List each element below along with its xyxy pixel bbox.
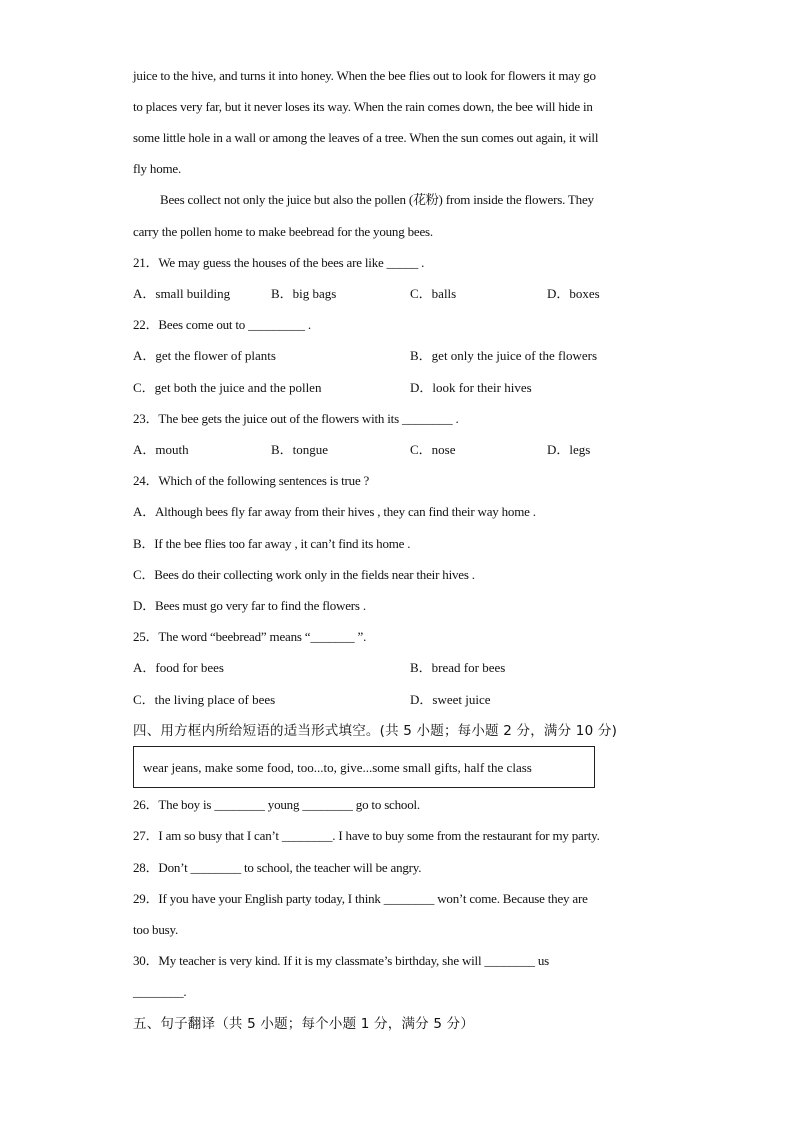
option-25-a: A．food for bees — [133, 660, 224, 675]
option-24-a: A．Although bees fly far away from their hives , they can find their way home . — [133, 504, 536, 519]
option-24-c: C．Bees do their collecting work only in the fields near their hives . — [133, 567, 475, 582]
question-21-stem: 21．We may guess the houses of the bees are like _____ . — [133, 255, 425, 270]
option-23-d: D．legs — [547, 442, 591, 457]
passage-line: some little hole in a wall or among the leaves of a tree. When the sun comes out again, it will — [133, 130, 599, 145]
passage-line: juice to the hive, and turns it into honey. When the bee flies out to look for flowers it may go — [133, 68, 596, 83]
question-24-stem: 24．Which of the following sentences is true ? — [133, 473, 370, 488]
option-21-a: A．small building — [133, 286, 231, 301]
option-25-c: C．the living place of bees — [133, 692, 276, 707]
option-22-d: D．look for their hives — [410, 380, 532, 395]
option-23-b: B．tongue — [271, 442, 329, 457]
option-23-c: C．nose — [410, 442, 456, 457]
fill-item-29: 29．If you have your English party today, I think ________ won’t come. Because they are — [133, 891, 588, 906]
section-4-heading: 四、用方框内所给短语的适当形式填空。(共 5 小题；每小题 2 分，满分 10 分) — [133, 723, 618, 739]
fill-item-30-cont: ________. — [133, 984, 187, 999]
option-25-b: B．bread for bees — [410, 660, 506, 675]
question-23-stem: 23．The bee gets the juice out of the flowers with its ________ . — [133, 411, 459, 426]
option-22-b: B．get only the juice of the flowers — [410, 348, 598, 363]
fill-item-28: 28．Don’t ________ to school, the teacher will be angry. — [133, 860, 422, 875]
option-22-c: C．get both the juice and the pollen — [133, 380, 322, 395]
fill-item-26: 26．The boy is ________ young ________ go to school. — [133, 797, 420, 812]
passage-line: to places very far, but it never loses its way. When the rain comes down, the bee will hide in — [133, 99, 593, 114]
word-box — [133, 746, 595, 788]
passage-line: fly home. — [133, 161, 182, 176]
fill-item-30: 30．My teacher is very kind. If it is my classmate’s birthday, she will ________ us — [133, 953, 550, 968]
option-21-c: C．balls — [410, 286, 457, 301]
passage-line: carry the pollen home to make beebread for the young bees. — [133, 224, 433, 239]
passage-line: Bees collect not only the juice but also the pollen (花粉) from inside the flowers. They — [160, 192, 594, 207]
option-24-b: B．If the bee flies too far away , it can’t find its home . — [133, 536, 411, 551]
question-22-stem: 22．Bees come out to _________ . — [133, 317, 311, 332]
option-23-a: A．mouth — [133, 442, 189, 457]
option-25-d: D．sweet juice — [410, 692, 491, 707]
fill-item-29-cont: too busy. — [133, 922, 179, 937]
question-25-stem: 25．The word “beebread” means “_______ ”. — [133, 629, 367, 644]
option-22-a: A．get the flower of plants — [133, 348, 276, 363]
section-5-heading: 五、句子翻译（共 5 小题；每个小题 1 分，满分 5 分） — [133, 1016, 475, 1032]
fill-item-27: 27．I am so busy that I can’t ________. I have to buy some from the restaurant for my party. — [133, 828, 600, 843]
option-21-d: D．boxes — [547, 286, 600, 301]
word-box-phrases: wear jeans, make some food, too...to, give...some small gifts, half the class — [143, 760, 532, 775]
option-24-d: D．Bees must go very far to find the flowers . — [133, 598, 366, 613]
option-21-b: B．big bags — [271, 286, 337, 301]
